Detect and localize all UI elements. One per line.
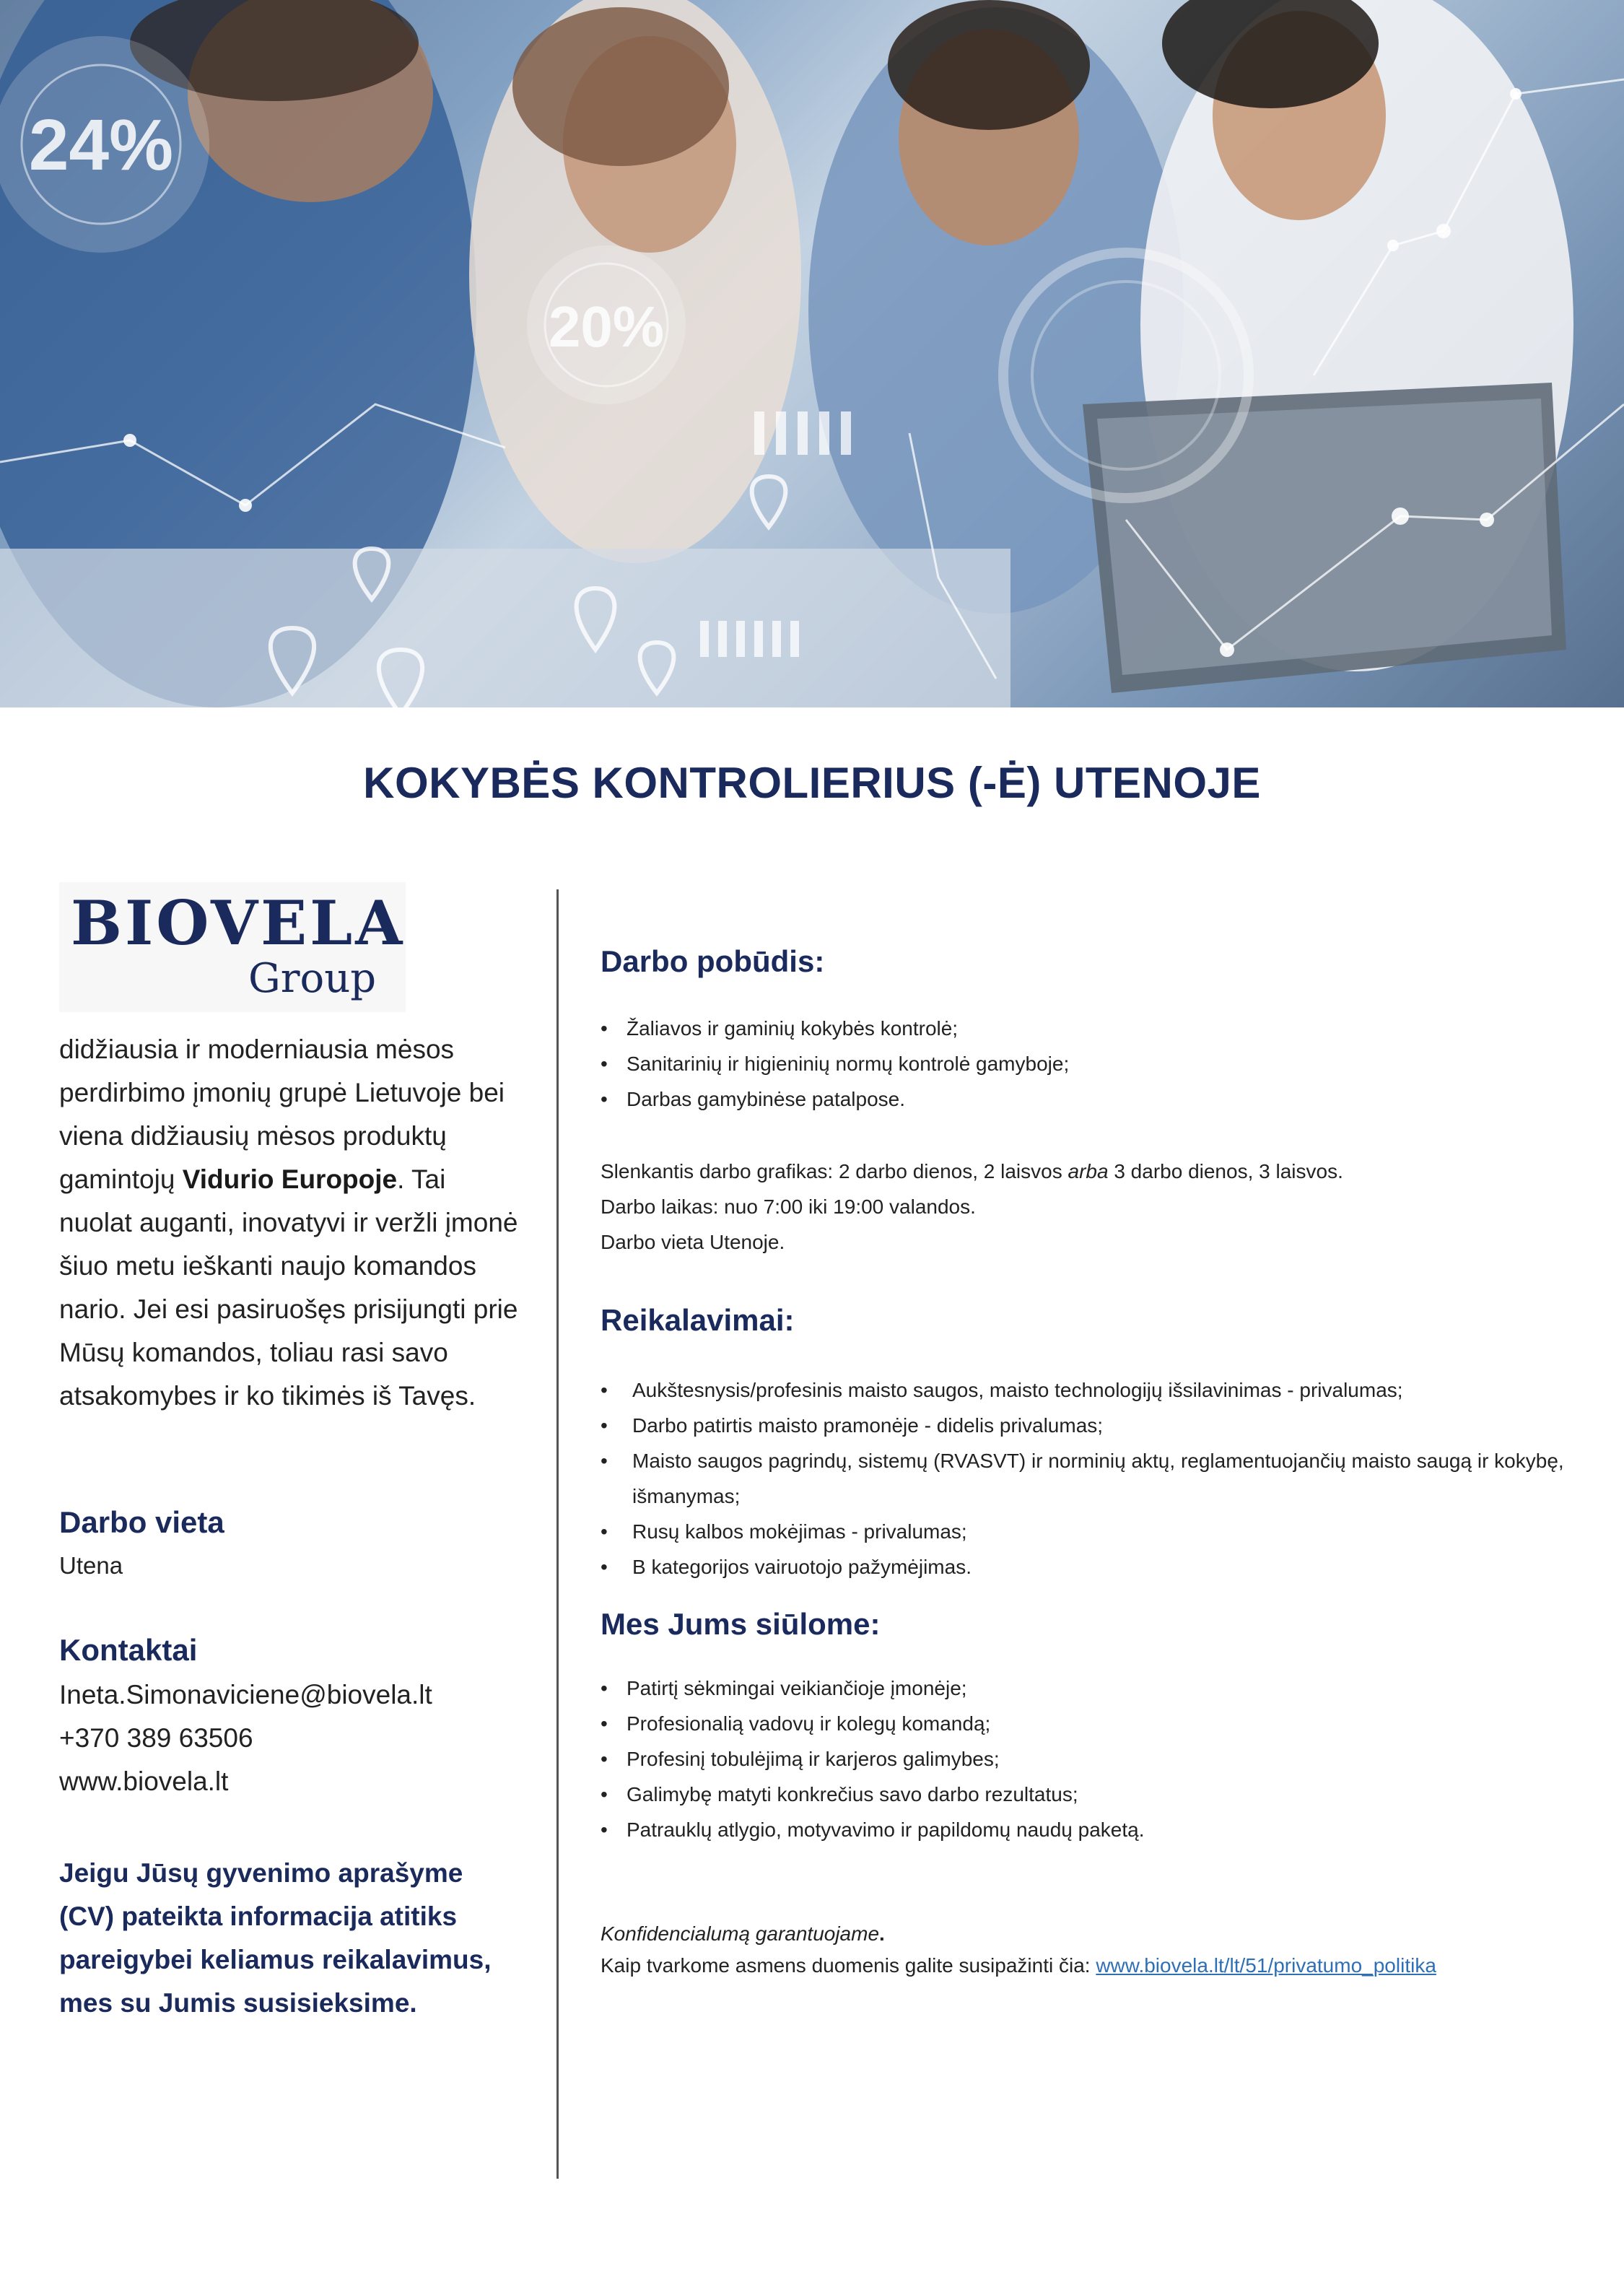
intro-text-2: . Tai nuolat auganti, inovatyvi ir veržli įmonė šiuo metu ieškanti naujo komandos nario. Jei esi pasiruošęs prisijungti prie Mūsų komandos, toliau rasi savo atsakomybes ir ko tikimės iš Tavęs. bbox=[59, 1164, 518, 1411]
contacts-block bbox=[59, 1673, 521, 1803]
hero-illustration bbox=[0, 0, 1624, 707]
duties-list bbox=[601, 1011, 1582, 1117]
list-item: • Žaliavos ir gaminių kokybės kontrolė; bbox=[601, 1011, 1582, 1046]
confidentiality-dot: . bbox=[879, 1922, 885, 1945]
hero-image bbox=[0, 0, 1624, 707]
list-item: • Galimybę matyti konkrečius savo darbo rezultatus; bbox=[601, 1777, 1582, 1812]
list-item: • Patrauklų atlygio, motyvavimo ir papildomų naudų paketą. bbox=[601, 1812, 1582, 1847]
offer-list bbox=[601, 1670, 1582, 1847]
column-divider bbox=[556, 889, 559, 2179]
list-item: • Darbas gamybinėse patalpose. bbox=[601, 1081, 1582, 1117]
contact-website[interactable]: www.biovela.lt bbox=[59, 1767, 229, 1796]
hours-line: Darbo laikas: nuo 7:00 iki 19:00 valandos. bbox=[601, 1195, 976, 1218]
logo-sub: Group bbox=[248, 955, 377, 1002]
confidentiality-text: Konfidencialumą garantuojame bbox=[601, 1922, 880, 1945]
intro-bold: Vidurio Europoje bbox=[182, 1164, 398, 1194]
hero-stat-1: 24% bbox=[28, 105, 174, 186]
page-title: KOKYBĖS KONTROLIERIUS (-Ė) UTENOJE bbox=[363, 759, 1261, 807]
schedule-post: 3 darbo dienos, 3 laisvos. bbox=[1108, 1160, 1343, 1182]
list-item: • Aukštesnysis/profesinis maisto saugos, maisto technologijų išsilavinimas - privalumas; bbox=[601, 1372, 1575, 1408]
workplace-value: Utena bbox=[59, 1552, 123, 1579]
privacy-line bbox=[601, 1948, 1582, 1983]
list-item: • Profesionalią vadovų ir kolegų komandą; bbox=[601, 1706, 1582, 1741]
privacy-policy-link[interactable]: www.biovela.lt/lt/51/privatumo_politika bbox=[1096, 1954, 1436, 1977]
workplace-heading: Darbo vieta bbox=[59, 1505, 224, 1539]
duties-heading: Darbo pobūdis: bbox=[601, 944, 825, 978]
logo-brand: BIOVELA bbox=[71, 887, 406, 959]
list-item: • Patirtį sėkmingai veikiančioje įmonėje; bbox=[601, 1670, 1582, 1706]
contact-email[interactable]: Ineta.Simonaviciene@biovela.lt bbox=[59, 1680, 432, 1709]
requirements-heading: Reikalavimai: bbox=[601, 1303, 795, 1337]
schedule-italic: arba bbox=[1068, 1160, 1109, 1182]
schedule-line bbox=[601, 1154, 1582, 1189]
confidentiality-note bbox=[601, 1922, 1582, 1946]
schedule-pre: Slenkantis darbo grafikas: 2 darbo dienos, 2 laisvos bbox=[601, 1160, 1068, 1182]
intro-text-1: didžiausia ir moderniausia mėsos perdirbimo įmonių grupė Lietuvoje bei viena didžiausių mėsos produktų gamintojų bbox=[59, 1034, 505, 1194]
list-item: • Rusų kalbos mokėjimas - privalumas; bbox=[601, 1514, 1575, 1549]
cv-note: Jeigu Jūsų gyvenimo aprašyme (CV) pateikta informacija atitiks pareigybei keliamus reikalavimus, mes su Jumis susisieksime. bbox=[59, 1858, 492, 2018]
list-item: • Sanitarinių ir higieninių normų kontrolė gamyboje; bbox=[601, 1046, 1582, 1081]
list-item: • Maisto saugos pagrindų, sistemų (RVASVT) ir norminių aktų, reglamentuojančių maisto saugą ir kokybę, išmanymas; bbox=[601, 1443, 1575, 1514]
contacts-heading: Kontaktai bbox=[59, 1633, 198, 1667]
company-intro bbox=[59, 1028, 521, 1418]
privacy-text: Kaip tvarkome asmens duomenis galite susipažinti čia: bbox=[601, 1954, 1096, 1977]
list-item: • Darbo patirtis maisto pramonėje - didelis privalumas; bbox=[601, 1408, 1575, 1443]
biovela-logo bbox=[59, 882, 406, 1012]
contact-phone[interactable]: +370 389 63506 bbox=[59, 1723, 253, 1753]
location-line: Darbo vieta Utenoje. bbox=[601, 1231, 785, 1253]
requirements-list bbox=[601, 1372, 1575, 1585]
hero-stat-2: 20% bbox=[548, 295, 665, 359]
list-item: • B kategorijos vairuotojo pažymėjimas. bbox=[601, 1549, 1575, 1585]
offer-heading: Mes Jums siūlome: bbox=[601, 1607, 881, 1641]
list-item: • Profesinį tobulėjimą ir karjeros galimybes; bbox=[601, 1741, 1582, 1777]
